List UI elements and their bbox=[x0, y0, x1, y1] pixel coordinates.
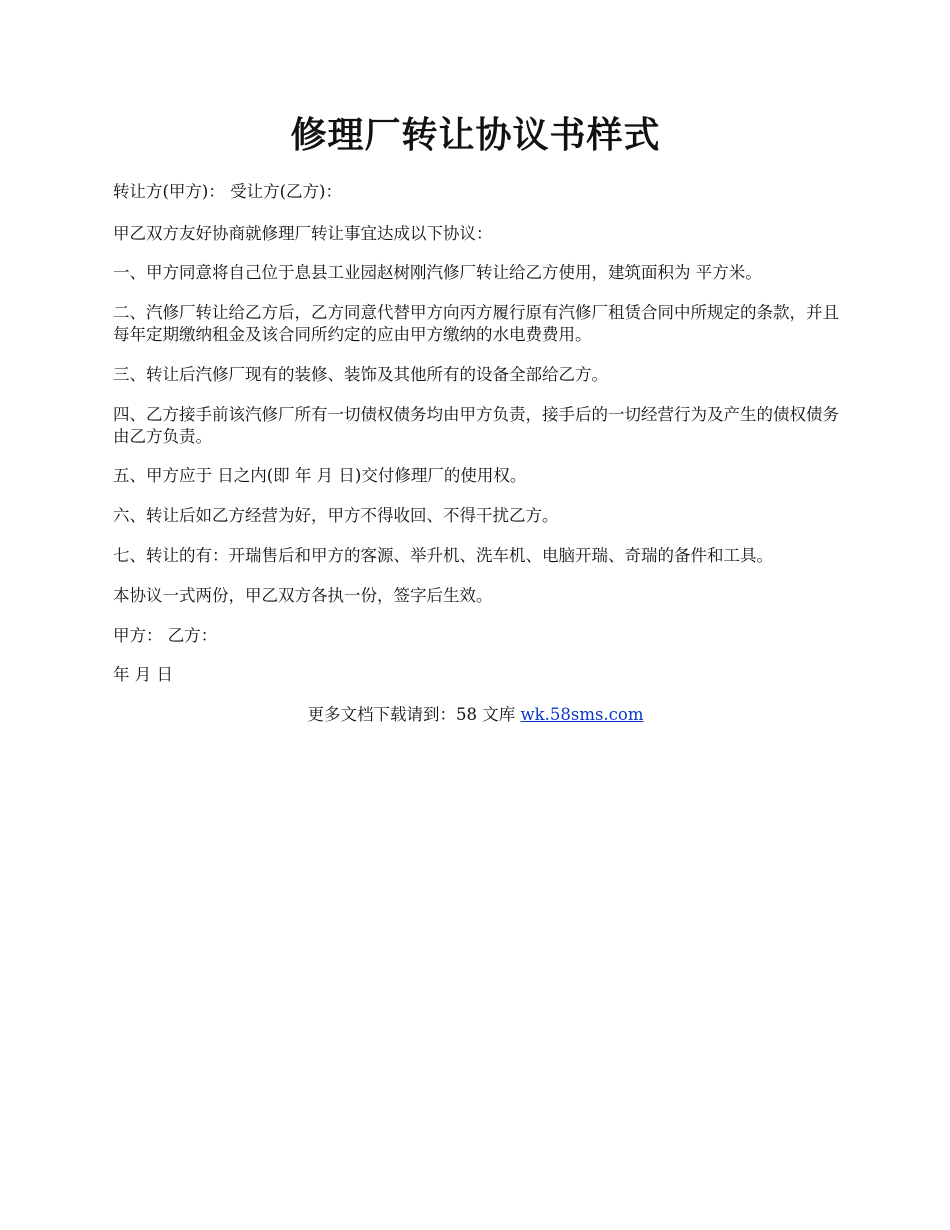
clause-3: 三、转让后汽修厂现有的装修、装饰及其他所有的设备全部给乙方。 bbox=[113, 365, 608, 384]
download-footer bbox=[113, 704, 838, 726]
date-line: 年 月 日 bbox=[113, 665, 173, 684]
intro-paragraph: 甲乙双方友好协商就修理厂转让事宜达成以下协议： bbox=[113, 224, 493, 243]
clause-4: 四、乙方接手前该汽修厂所有一切债权债务均由甲方负责，接手后的一切经营行为及产生的债权债务由乙方负责。 bbox=[113, 405, 839, 446]
clause-7: 七、转让的有：开瑞售后和甲方的客源、举升机、洗车机、电脑开瑞、奇瑞的备件和工具。 bbox=[113, 546, 773, 565]
validity-clause: 本协议一式两份，甲乙双方各执一份，签字后生效。 bbox=[113, 586, 493, 605]
clause-2: 二、汽修厂转让给乙方后，乙方同意代替甲方向丙方履行原有汽修厂租赁合同中所规定的条款，并且每年定期缴纳租金及该合同所约定的应由甲方缴纳的水电费费用。 bbox=[113, 303, 839, 344]
clause-5: 五、甲方应于 日之内(即 年 月 日)交付修理厂的使用权。 bbox=[113, 466, 527, 485]
clause-1: 一、甲方同意将自己位于息县工业园赵树刚汽修厂转让给乙方使用，建筑面积为 平方米。 bbox=[113, 263, 762, 282]
parties-line: 转让方(甲方)： 受让方(乙方)： bbox=[113, 182, 342, 201]
document-title: 修理厂转让协议书样式 bbox=[290, 114, 661, 156]
signature-line: 甲方： 乙方： bbox=[113, 626, 218, 645]
footer-text: 更多文档下载请到：58 文库 bbox=[307, 705, 521, 724]
clause-6: 六、转让后如乙方经营为好，甲方不得收回、不得干扰乙方。 bbox=[113, 506, 559, 525]
footer-link[interactable]: wk.58sms.com bbox=[520, 705, 644, 724]
